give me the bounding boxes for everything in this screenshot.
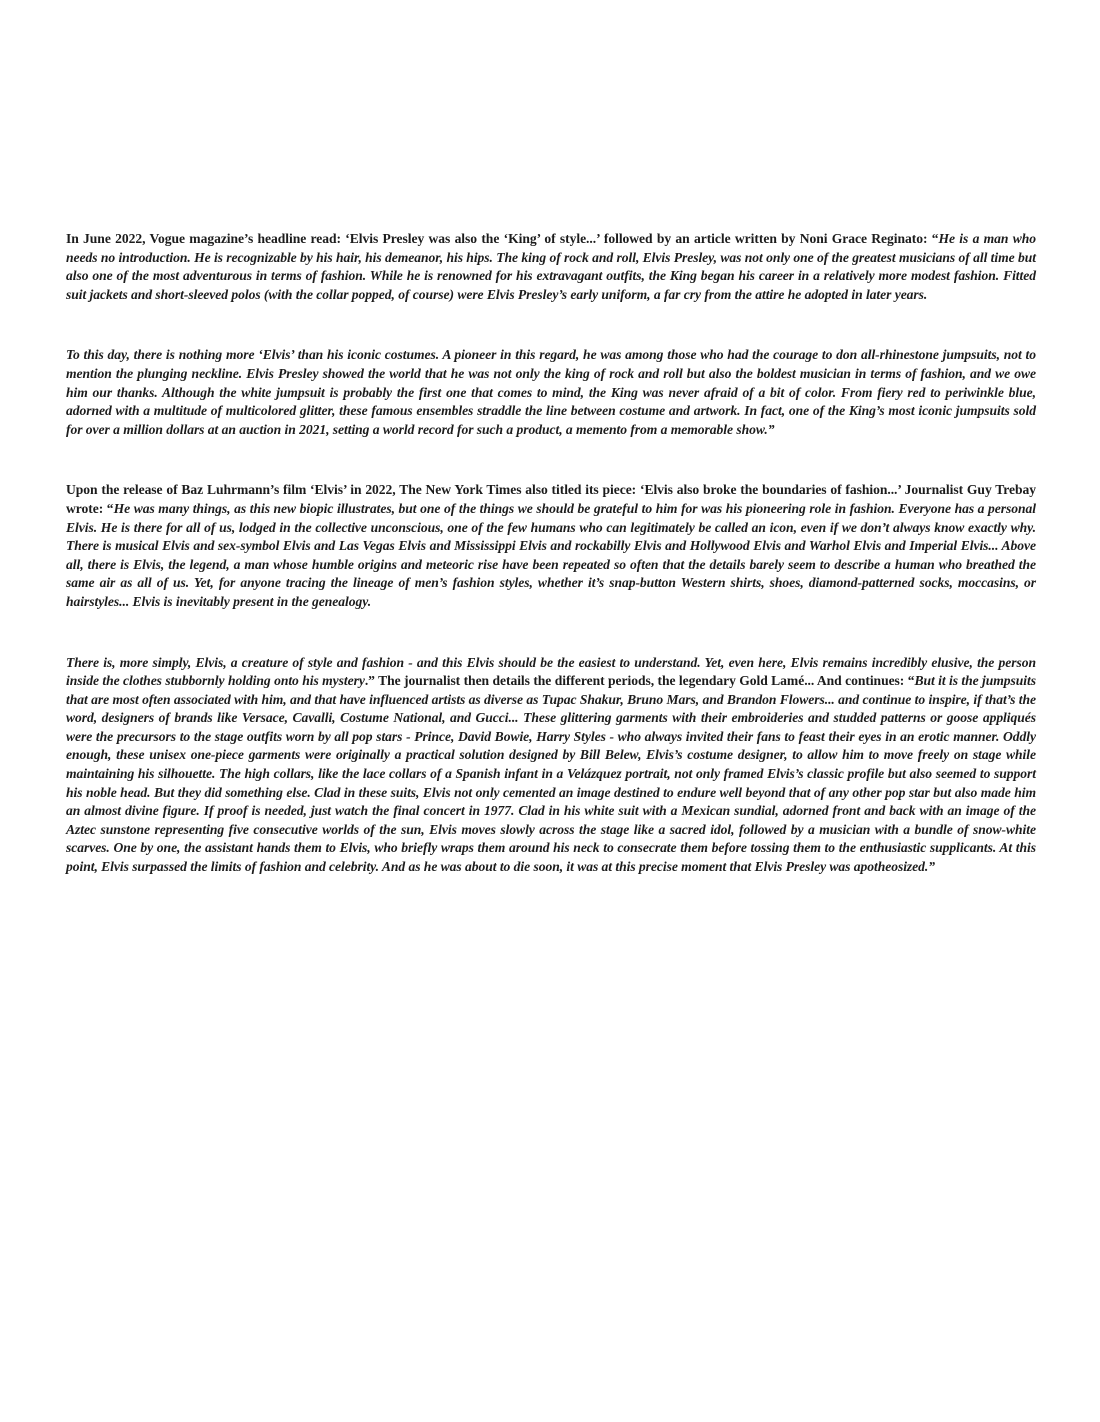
article-body xyxy=(66,230,1036,877)
paragraph-vogue-intro: In June 2022, Vogue magazine’s headline read: ‘Elvis Presley was also the ‘King’ of style...’ followed by an article written by Noni Grace Reginato: “ xyxy=(66,231,939,246)
paragraph-vogue xyxy=(66,230,1036,304)
paragraph-style-elvis-narration: .” The journalist then details the different periods, the legendary Gold Lamé... And continues: “ xyxy=(364,673,915,689)
paragraph-vogue-quote: He is a man who needs no introduction. He is recognizable by his hair, his demeanor, his hips. The king of rock and roll, Elvis Presley, was not only one of the greatest musicians of all time but also one of the most adventurous in terms of fashion. While he is renowned for his extravagant outfits, the King began his career in a relatively more modest fashion. Fitted suit jackets and short-sleeved polos (with the collar popped, of course) were Elvis Presley’s early uniform, a far cry from the attire he adopted in later years. xyxy=(66,231,1036,302)
paragraph-costumes xyxy=(66,346,1036,439)
paragraph-nyt-intro: Upon the release of Baz Luhrmann’s film ‘Elvis’ in 2022, The New York Times also titled its piece: ‘Elvis also broke the boundaries of fashion...’ Journalist Guy Trebay wrote: “ xyxy=(66,482,1036,516)
paragraph-style-elvis-quote-2: But it is the jumpsuits that are most often associated with him, and that have influenced artists as diverse as Tupac Shakur, Bruno Mars, and Brandon Flowers... and continue to inspire, if that’s the word, designers of brands like Versace, Cavalli, Costume National, and Gucci... These glittering garments with their embroideries and studded patterns or goose appliqués were the precursors to the stage outfits worn by all pop stars - Prince, David Bowie, Harry Styles - who always invited their fans to feast their eyes in an erotic manner. Oddly enough, these unisex one-piece garments were originally a practical solution designed by Bill Belew, Elvis’s costume designer, to allow him to move freely on stage while maintaining his silhouette. The high collars, like the lace collars of a Spanish infant in a Velázquez portrait, not only framed Elvis’s classic profile but also seemed to support his noble head. But they did something else. Clad in these suits, Elvis not only cemented an image destined to endure well beyond that of any other pop star but also made him an almost divine figure. If proof is needed, just watch the final concert in 1977. Clad in his white suit with a Mexican sundial, adorned front and back with an image of the Aztec sunstone representing five consecutive worlds of the sun, Elvis moves slowly across the stage like a sacred idol, followed by a musician with a bundle of snow-white scarves. One by one, the assistant hands them to Elvis, who briefly wraps them around his neck to consecrate them before tossing them to the enthusiastic supplicants. At this point, Elvis surpassed the limits of fashion and celebrity. And as he was about to die soon, it was at this precise moment that Elvis Presley was apotheosized.” xyxy=(66,673,1036,875)
paragraph-style-elvis-quote-1: There is, more simply, Elvis, a creature of style and fashion - and this Elvis should be the easiest to understand. Yet, even here, Elvis remains incredibly elusive, the person inside the clothes stubbornly holding onto his mystery xyxy=(66,654,1036,689)
paragraph-costumes-quote: To this day, there is nothing more ‘Elvis’ than his iconic costumes. A pioneer in this regard, he was among those who had the courage to don all-rhinestone jumpsuits, not to mention the plunging neckline. Elvis Presley showed the world that he was not only the king of rock and roll but also the boldest musician in terms of fashion, and we owe him our thanks. Although the white jumpsuit is probably the first one that comes to mind, the King was never afraid of a bit of color. From fiery red to periwinkle blue, adorned with a multitude of multicolored glitter, these famous ensembles straddle the line between costume and artwork. In fact, one of the King’s most iconic jumpsuits sold for over a million dollars at an auction in 2021, setting a world record for such a product, a memento from a memorable show.” xyxy=(66,347,1036,437)
paragraph-style-elvis xyxy=(66,654,1036,877)
paragraph-nyt xyxy=(66,481,1036,611)
paragraph-nyt-quote: He was many things, as this new biopic illustrates, but one of the things we should be grateful to him for was his pioneering role in fashion. Everyone has a personal Elvis. He is there for all of us, lodged in the collective unconscious, one of the few humans who can legitimately be called an icon, even if we don’t always know exactly why. There is musical Elvis and sex-symbol Elvis and Las Vegas Elvis and Mississippi Elvis and rockabilly Elvis and Hollywood Elvis and Warhol Elvis and Imperial Elvis... Above all, there is Elvis, the legend, a man whose humble origins and meteoric rise have been repeated so often that the details barely seem to describe a human who breathed the same air as all of us. Yet, for anyone tracing the lineage of men’s fashion styles, whether it’s snap-button Western shirts, shoes, diamond-patterned socks, moccasins, or hairstyles... Elvis is inevitably present in the genealogy. xyxy=(66,500,1036,609)
